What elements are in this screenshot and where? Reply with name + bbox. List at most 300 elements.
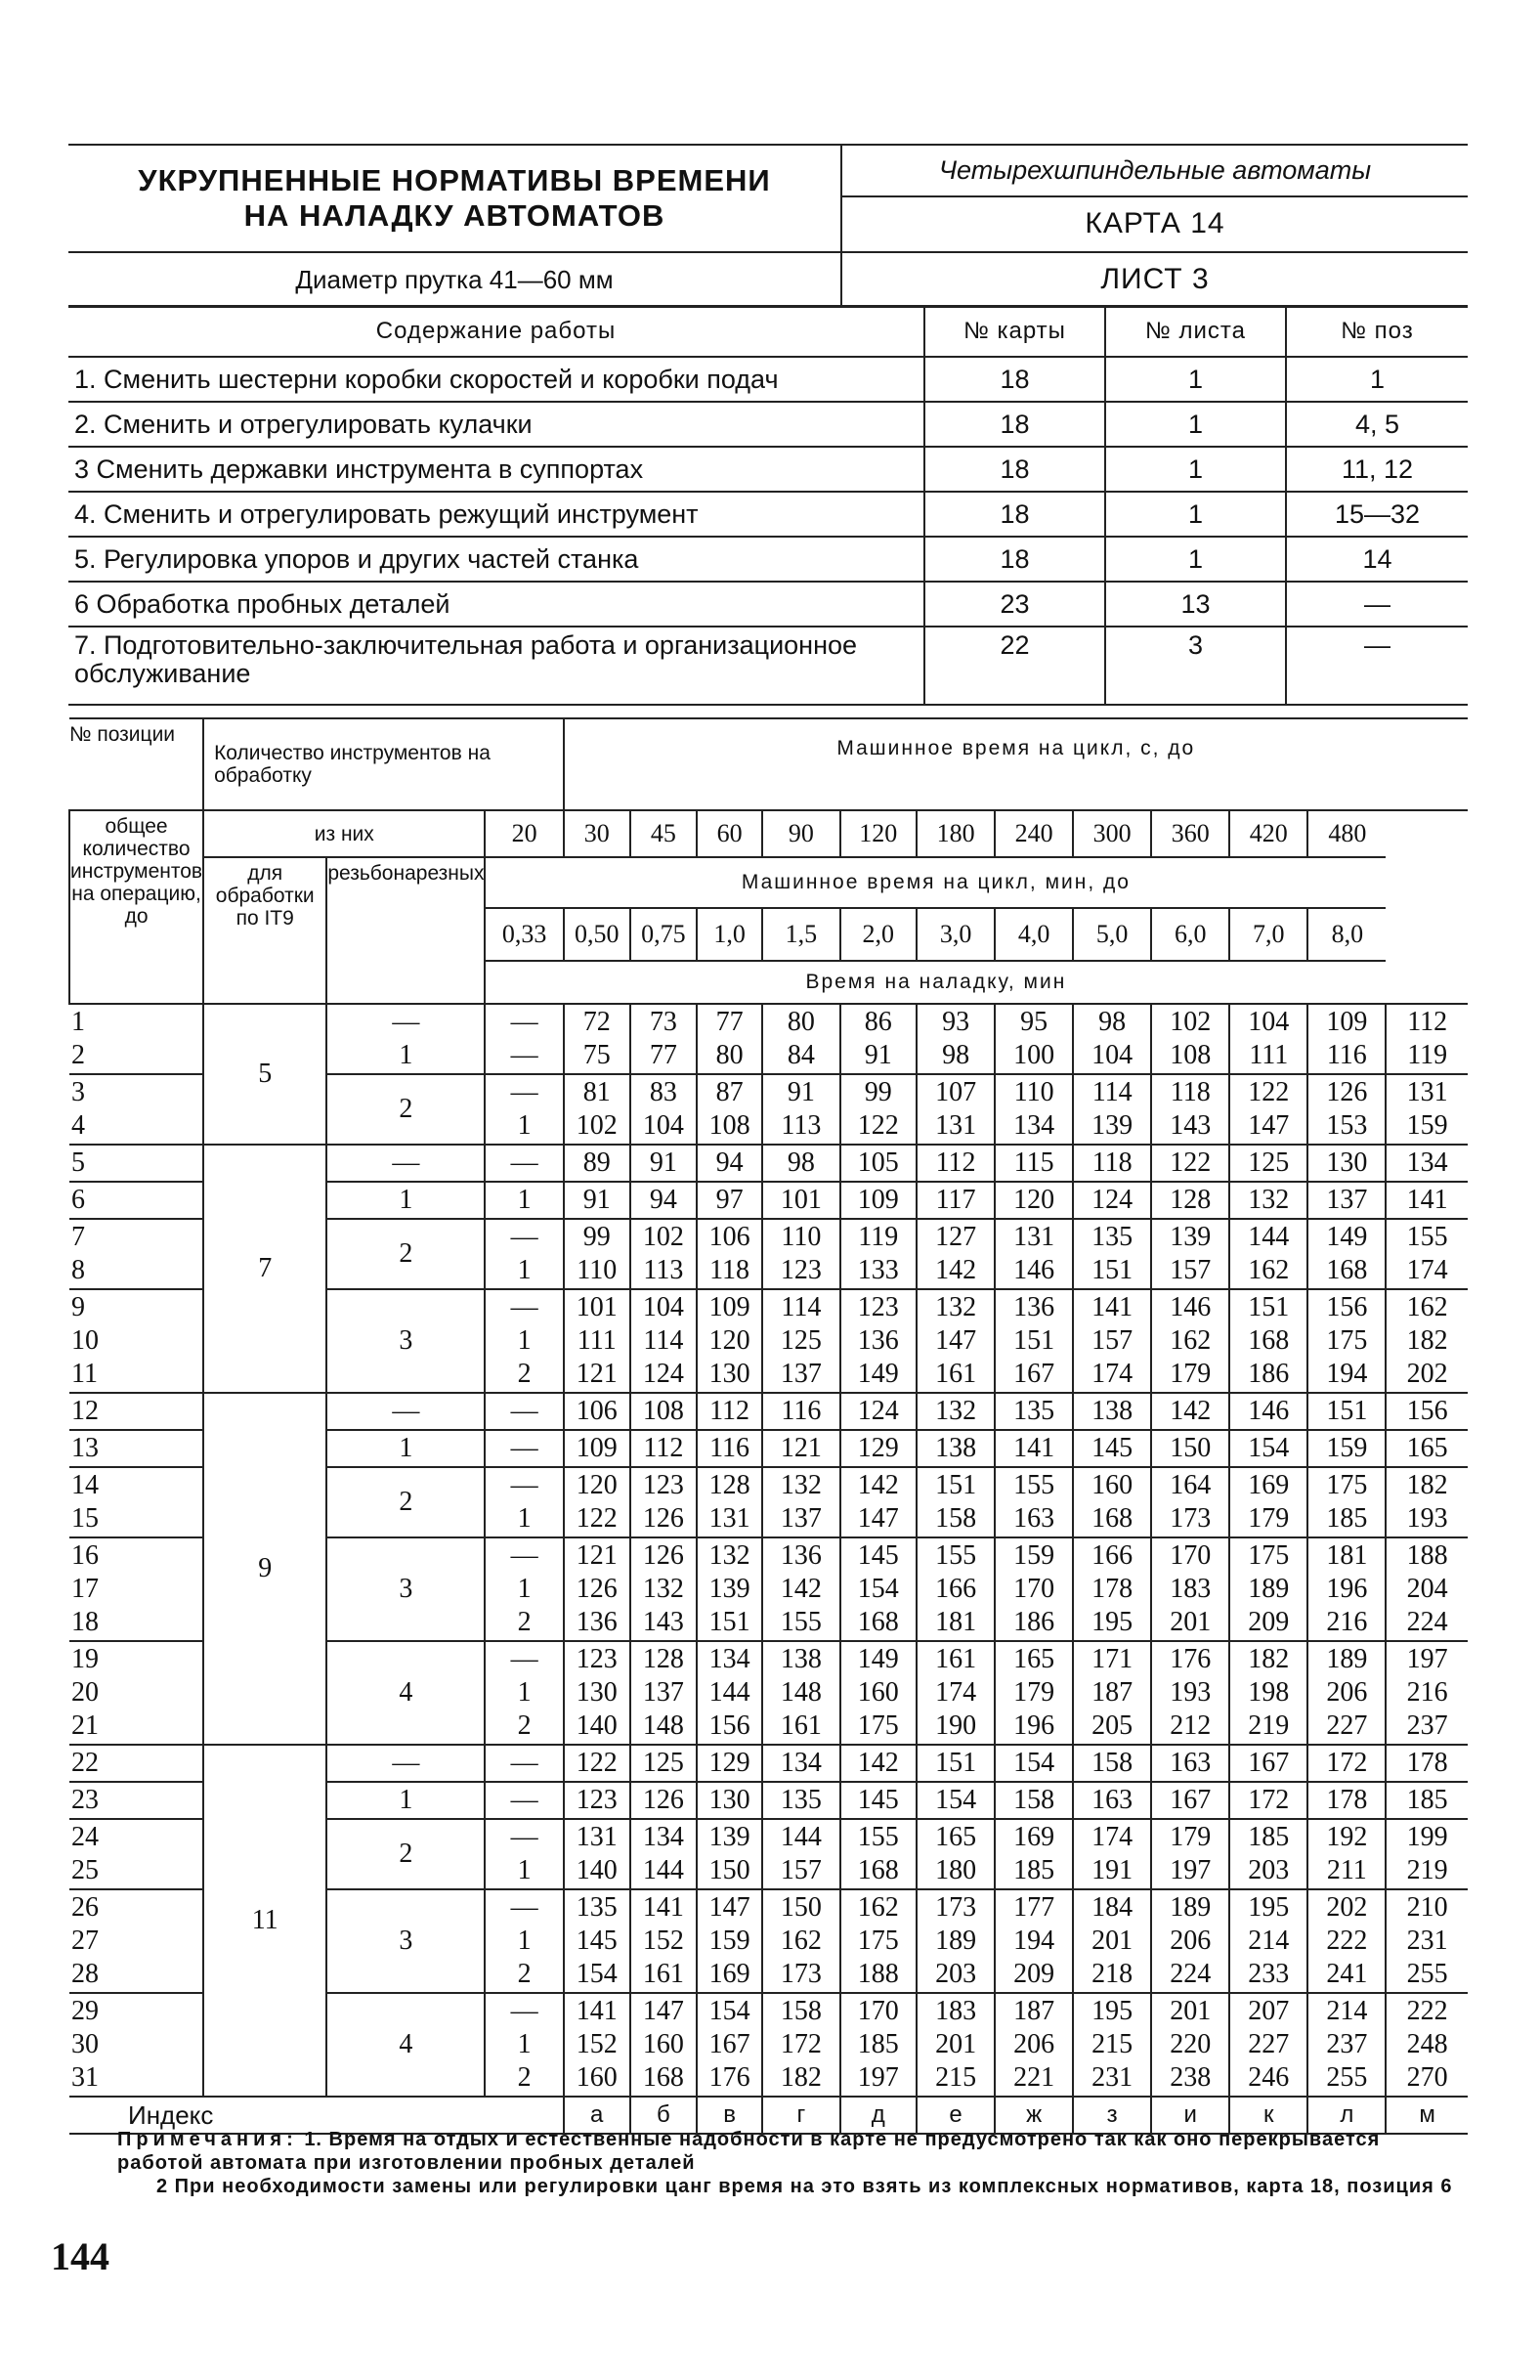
work-sheet: 1 (1105, 492, 1286, 537)
setup-time-value: 94 (630, 1182, 697, 1219)
setup-time-value: 142 (840, 1745, 918, 1782)
seconds-header: 120 (840, 810, 918, 857)
setup-time-value: 197 216 237 (1386, 1641, 1468, 1745)
work-card: 18 (924, 402, 1105, 447)
setup-time-value: 138 148 161 (762, 1641, 839, 1745)
setup-time-value: 158 172 182 (762, 1993, 839, 2097)
setup-time-value: 165 (1386, 1430, 1468, 1467)
setup-time-value: 142 (1151, 1393, 1229, 1430)
setup-time-value: 141 (1386, 1182, 1468, 1219)
minutes-header: 1,5 (762, 908, 839, 961)
setup-time-value: 207 227 246 (1229, 1993, 1307, 2097)
total-tools: 9 (203, 1393, 326, 1745)
table-row (68, 537, 1468, 582)
setup-time-value: 77 80 (697, 1004, 762, 1074)
table-row (69, 1393, 1468, 1430)
setup-time-value: 147 159 169 (697, 1889, 762, 1993)
setup-time-value: 104 111 (1229, 1004, 1307, 1074)
setup-time-value: 126 132 143 (630, 1537, 697, 1641)
setup-time-value: 134 (762, 1745, 839, 1782)
setup-time-value: 129 (840, 1430, 918, 1467)
threading-tools: — 1 (485, 1074, 563, 1145)
work-text: 5. Регулировка упоров и других частей станка (68, 537, 924, 582)
setup-time-value: 214 237 255 (1307, 1993, 1386, 2097)
setup-time-value: 162 175 188 (840, 1889, 918, 1993)
setup-time-value: 160 168 (1073, 1467, 1151, 1537)
setup-time-value: 112 (697, 1393, 762, 1430)
it9-tools: — (326, 1393, 485, 1430)
seconds-header: 300 (1073, 810, 1151, 857)
seconds-header: 420 (1229, 810, 1307, 857)
setup-time-value: 106 (564, 1393, 630, 1430)
index-letter: з (1073, 2097, 1151, 2134)
work-pos: 14 (1286, 537, 1468, 582)
setup-time-value: 158 (1073, 1745, 1151, 1782)
position-number: 26 27 28 (69, 1889, 203, 1993)
total-tools: 5 (203, 1004, 326, 1145)
table-row (68, 447, 1468, 492)
setup-time-value: 123 (564, 1782, 630, 1819)
seconds-header: 60 (697, 810, 762, 857)
setup-time-value: 145 (840, 1782, 918, 1819)
setup-time-value: 210 231 255 (1386, 1889, 1468, 1993)
work-pos: 11, 12 (1286, 447, 1468, 492)
notes-label: Примечания: (117, 2129, 298, 2150)
position-number: 12 (69, 1393, 203, 1430)
index-letter: а (564, 2097, 630, 2134)
setup-time-value: 163 (1151, 1745, 1229, 1782)
note-1: 1. Время на отдых и естественные надобности в карте не предусмотрено так как оно перекрывается работой автомата при изготовлении пробных деталей (117, 2129, 1381, 2174)
work-pos: 1 (1286, 357, 1468, 402)
col-position: № позиции (69, 718, 203, 810)
threading-tools: — (485, 1145, 563, 1182)
position-number: 22 (69, 1745, 203, 1782)
it9-tools: 2 (326, 1819, 485, 1889)
setup-time-value: 156 (1386, 1393, 1468, 1430)
index-letter: л (1307, 2097, 1386, 2134)
col-sheet-no: № листа (1105, 306, 1286, 357)
setup-time-value: 109 (840, 1182, 918, 1219)
threading-tools: — 1 2 (485, 1289, 563, 1393)
setup-time-value: 141 157 174 (1073, 1289, 1151, 1393)
setup-time-value: 201 220 238 (1151, 1993, 1229, 2097)
setup-time-value: 97 (697, 1182, 762, 1219)
setup-time-value: 93 98 (917, 1004, 995, 1074)
setup-time-value: 122 (1151, 1145, 1229, 1182)
setup-time-value: 165 179 196 (995, 1641, 1073, 1745)
work-text: 1. Сменить шестерни коробки скоростей и коробки подач (68, 357, 924, 402)
setup-time-value: 122 147 (1229, 1074, 1307, 1145)
position-number: 5 (69, 1145, 203, 1182)
setup-time-value: 105 (840, 1145, 918, 1182)
setup-time-value: 171 187 205 (1073, 1641, 1151, 1745)
threading-tools: — 1 (485, 1219, 563, 1289)
setup-time-value: 104 114 124 (630, 1289, 697, 1393)
minutes-header: 4,0 (995, 908, 1073, 961)
setup-time-value: 109 (564, 1430, 630, 1467)
setup-time-table (68, 717, 1468, 2135)
it9-tools: 2 (326, 1074, 485, 1145)
work-card: 18 (924, 492, 1105, 537)
setup-time-value: 169 179 (1229, 1467, 1307, 1537)
setup-time-value: 135 (762, 1782, 839, 1819)
setup-time-value: 115 (995, 1145, 1073, 1182)
threading-tools: — 1 2 (485, 1993, 563, 2097)
seconds-header: 240 (995, 810, 1073, 857)
seconds-header: 360 (1151, 810, 1229, 857)
setup-time-value: 154 167 176 (697, 1993, 762, 2097)
position-number: 1 2 (69, 1004, 203, 1074)
setup-time-value: 120 122 (564, 1467, 630, 1537)
position-number: 23 (69, 1782, 203, 1819)
table-row (68, 402, 1468, 447)
setup-time-value: 110 123 (762, 1219, 839, 1289)
machine-type: Четырехшпиндельные автоматы (841, 145, 1468, 196)
col-tool-count: Количество инструментов на обработку (203, 718, 564, 810)
setup-time-value: 149 168 (1307, 1219, 1386, 1289)
setup-time-value: 172 (1307, 1745, 1386, 1782)
position-number: 3 4 (69, 1074, 203, 1145)
setup-time-value: 141 152 161 (630, 1889, 697, 1993)
setup-time-value: 136 151 167 (995, 1289, 1073, 1393)
setup-time-value: 91 (564, 1182, 630, 1219)
setup-time-value: 106 118 (697, 1219, 762, 1289)
setup-time-value: 124 (840, 1393, 918, 1430)
title-line-2: НА НАЛАДКУ АВТОМАТОВ (243, 198, 665, 233)
threading-tools: — 1 2 (485, 1537, 563, 1641)
setup-time-value: 138 (1073, 1393, 1151, 1430)
minutes-header: 0,33 (485, 908, 563, 961)
setup-time-value: 154 (995, 1745, 1073, 1782)
setup-time-value: 112 (630, 1430, 697, 1467)
setup-time-value: 155 166 181 (917, 1537, 995, 1641)
setup-time-value: 123 126 (630, 1467, 697, 1537)
setup-time-value: 189 206 224 (1151, 1889, 1229, 1993)
setup-time-value: 163 (1073, 1782, 1151, 1819)
setup-time-value: 185 (1386, 1782, 1468, 1819)
table-row (69, 1745, 1468, 1782)
position-number: 13 (69, 1430, 203, 1467)
setup-time-value: 134 144 (630, 1819, 697, 1889)
setup-time-value: 159 (1307, 1430, 1386, 1467)
setup-time-value: 195 214 233 (1229, 1889, 1307, 1993)
setup-time-value: 151 168 186 (1229, 1289, 1307, 1393)
setup-time-value: 131 159 (1386, 1074, 1468, 1145)
setup-time-value: 112 119 (1386, 1004, 1468, 1074)
setup-time-value: 154 (917, 1782, 995, 1819)
setup-time-value: 138 (917, 1430, 995, 1467)
minutes-header: 6,0 (1151, 908, 1229, 961)
setup-time-value: 137 (1307, 1182, 1386, 1219)
total-tools: 7 (203, 1145, 326, 1393)
setup-time-value: 182 198 219 (1229, 1641, 1307, 1745)
it9-tools: 1 (326, 1430, 485, 1467)
setup-time-value: 80 84 (762, 1004, 839, 1074)
setup-time-value: 142 147 (840, 1467, 918, 1537)
setup-time-value: 95 100 (995, 1004, 1073, 1074)
index-letter: и (1151, 2097, 1229, 2134)
minutes-header: 0,75 (630, 908, 697, 961)
threading-tools: 1 (485, 1182, 563, 1219)
work-card: 18 (924, 447, 1105, 492)
it9-tools: 2 (326, 1219, 485, 1289)
setup-time-value: 155 163 (995, 1467, 1073, 1537)
it9-tools: 2 (326, 1467, 485, 1537)
position-number: 16 17 18 (69, 1537, 203, 1641)
setup-time-value: 159 170 186 (995, 1537, 1073, 1641)
it9-tools: — (326, 1145, 485, 1182)
it9-tools: 3 (326, 1889, 485, 1993)
setup-time-value: 121 126 136 (564, 1537, 630, 1641)
note-2: 2 При необходимости замены или регулировки цанг время на это взять из комплексных нормативов, карта 18, позиция 6 (156, 2176, 1453, 2197)
setup-time-value: 91 (630, 1145, 697, 1182)
setup-time-value: 101 111 121 (564, 1289, 630, 1393)
work-text: 6 Обработка пробных деталей (68, 582, 924, 627)
setup-time-value: 187 206 221 (995, 1993, 1073, 2097)
setup-time-value: 151 158 (917, 1467, 995, 1537)
seconds-header: 30 (564, 810, 630, 857)
work-sheet: 1 (1105, 357, 1286, 402)
setup-time-value: 175 189 209 (1229, 1537, 1307, 1641)
setup-time-value: 222 248 270 (1386, 1993, 1468, 2097)
threading-tools: — (485, 1430, 563, 1467)
it9-tools: 1 (326, 1782, 485, 1819)
setup-time-value: 158 (995, 1782, 1073, 1819)
setup-time-value: 109 116 (1307, 1004, 1386, 1074)
setup-time-value: 126 (630, 1782, 697, 1819)
setup-time-value: 162 182 202 (1386, 1289, 1468, 1393)
machine-time-seconds-label: Машинное время на цикл, с, до (564, 718, 1468, 810)
index-letter: б (630, 2097, 697, 2134)
setup-time-value: 134 (1386, 1145, 1468, 1182)
threading-tools: — 1 (485, 1819, 563, 1889)
minutes-header: 8,0 (1307, 908, 1386, 961)
position-number: 6 (69, 1182, 203, 1219)
setup-time-value: 150 (1151, 1430, 1229, 1467)
setup-time-value: 151 (917, 1745, 995, 1782)
index-letter: д (840, 2097, 918, 2134)
setup-time-value: 116 (697, 1430, 762, 1467)
work-pos: 15—32 (1286, 492, 1468, 537)
setup-time-value: 127 142 (917, 1219, 995, 1289)
work-card: 18 (924, 357, 1105, 402)
setup-time-value: 120 (995, 1182, 1073, 1219)
setup-time-value: 139 157 (1151, 1219, 1229, 1289)
setup-time-value: 98 (762, 1145, 839, 1182)
setup-time-value: 89 (564, 1145, 630, 1182)
col-threading: резьбонарезных (326, 857, 485, 1004)
title-line-1: УКРУПНЕННЫЕ НОРМАТИВЫ ВРЕМЕНИ (138, 163, 771, 197)
col-pos-no: № поз (1286, 306, 1468, 357)
it9-tools: 3 (326, 1289, 485, 1393)
threading-tools: — 1 (485, 1467, 563, 1537)
setup-time-value: 135 151 (1073, 1219, 1151, 1289)
setup-time-value: 108 (630, 1393, 697, 1430)
setup-time-value: 129 (697, 1745, 762, 1782)
setup-time-value: 101 (762, 1182, 839, 1219)
work-sheet: 1 (1105, 537, 1286, 582)
work-card: 22 (924, 627, 1105, 705)
seconds-header: 20 (485, 810, 563, 857)
position-number: 7 8 (69, 1219, 203, 1289)
col-of-them: из них (203, 810, 485, 857)
setup-time-value: 132 (917, 1393, 995, 1430)
col-card-no: № карты (924, 306, 1105, 357)
it9-tools: — 1 (326, 1004, 485, 1074)
setup-time-value: 81 102 (564, 1074, 630, 1145)
setup-time-value: 114 139 (1073, 1074, 1151, 1145)
setup-time-value: 118 143 (1151, 1074, 1229, 1145)
minutes-header: 3,0 (917, 908, 995, 961)
minutes-header: 7,0 (1229, 908, 1307, 961)
setup-time-value: 170 185 197 (840, 1993, 918, 2097)
work-sheet: 1 (1105, 402, 1286, 447)
it9-tools: 4 (326, 1993, 485, 2097)
setup-time-value: 125 (1229, 1145, 1307, 1182)
setup-time-value: 112 (917, 1145, 995, 1182)
index-letter: м (1386, 2097, 1468, 2134)
index-letter: в (697, 2097, 762, 2134)
seconds-header: 90 (762, 810, 839, 857)
setup-time-value: 131 140 (564, 1819, 630, 1889)
setup-time-value: 126 153 (1307, 1074, 1386, 1145)
setup-time-value: 121 (762, 1430, 839, 1467)
setup-time-value: 72 75 (564, 1004, 630, 1074)
total-tools: 11 (203, 1745, 326, 2097)
setup-time-value: 123 130 140 (564, 1641, 630, 1745)
work-pos: — (1286, 627, 1468, 705)
setup-time-value: 94 (697, 1145, 762, 1182)
minutes-header: 2,0 (840, 908, 918, 961)
position-number: 24 25 (69, 1819, 203, 1889)
setup-time-value: 98 104 (1073, 1004, 1151, 1074)
col-total-tools: общее количество инструментов на операцию, до (69, 810, 203, 1004)
seconds-header: 480 (1307, 810, 1386, 857)
work-text: 3 Сменить державки инструмента в суппортах (68, 447, 924, 492)
setup-time-value: 130 (1307, 1145, 1386, 1182)
setup-time-value: 175 185 (1307, 1467, 1386, 1537)
setup-time-value: 128 (1151, 1182, 1229, 1219)
setup-time-value: 178 (1386, 1745, 1468, 1782)
setup-time-value: 131 146 (995, 1219, 1073, 1289)
setup-time-value: 145 (1073, 1430, 1151, 1467)
index-letter: к (1229, 2097, 1307, 2134)
table-row (68, 582, 1468, 627)
position-number: 19 20 21 (69, 1641, 203, 1745)
setup-time-value: 192 211 (1307, 1819, 1386, 1889)
setup-time-value: 151 (1307, 1393, 1386, 1430)
seconds-header: 45 (630, 810, 697, 857)
setup-time-value: 132 (1229, 1182, 1307, 1219)
setup-time-value: 178 (1307, 1782, 1386, 1819)
work-sheet: 3 (1105, 627, 1286, 705)
setup-time-value: 139 150 (697, 1819, 762, 1889)
setup-time-value: 185 203 (1229, 1819, 1307, 1889)
it9-tools: 3 (326, 1537, 485, 1641)
setup-time-value: 154 (1229, 1430, 1307, 1467)
setup-time-value: 135 145 154 (564, 1889, 630, 1993)
index-label: Индекс (69, 2097, 564, 2134)
setup-time-value: 177 194 209 (995, 1889, 1073, 1993)
setup-time-label: Время на наладку, мин (485, 961, 1386, 1004)
setup-time-value: 188 204 224 (1386, 1537, 1468, 1641)
setup-time-value: 146 (1229, 1393, 1307, 1430)
seconds-header: 180 (917, 810, 995, 857)
setup-time-value: 179 197 (1151, 1819, 1229, 1889)
machine-time-minutes-label: Машинное время на цикл, мин, до (485, 857, 1386, 908)
setup-time-value: 145 154 168 (840, 1537, 918, 1641)
table-row (68, 627, 1468, 705)
setup-time-value: 172 (1229, 1782, 1307, 1819)
minutes-header: 0,50 (564, 908, 630, 961)
col-it9: для обработки по IT9 (203, 857, 326, 1004)
work-sheet: 1 (1105, 447, 1286, 492)
threading-tools: — 1 2 (485, 1889, 563, 1993)
setup-time-value: 174 191 (1073, 1819, 1151, 1889)
setup-time-value: 167 (1151, 1782, 1229, 1819)
work-card: 18 (924, 537, 1105, 582)
setup-time-value: 102 113 (630, 1219, 697, 1289)
setup-time-value: 144 157 (762, 1819, 839, 1889)
threading-tools: — 1 2 (485, 1641, 563, 1745)
work-text: 4. Сменить и отрегулировать режущий инструмент (68, 492, 924, 537)
setup-time-value: 147 160 168 (630, 1993, 697, 2097)
setup-time-value: 195 215 231 (1073, 1993, 1151, 2097)
threading-tools: — (485, 1745, 563, 1782)
position-number: 29 30 31 (69, 1993, 203, 2097)
setup-time-value: 170 183 201 (1151, 1537, 1229, 1641)
setup-time-value: 146 162 179 (1151, 1289, 1229, 1393)
setup-time-value: 116 (762, 1393, 839, 1430)
setup-time-value: 155 168 (840, 1819, 918, 1889)
setup-time-value: 128 131 (697, 1467, 762, 1537)
threading-tools: — (485, 1782, 563, 1819)
setup-time-value: 124 (1073, 1182, 1151, 1219)
table-row (68, 357, 1468, 402)
setup-time-value: 132 137 (762, 1467, 839, 1537)
work-text: 7. Подготовительно-заключительная работа и организационное обслуживание (68, 627, 924, 705)
setup-time-value: 144 162 (1229, 1219, 1307, 1289)
index-letter: ж (995, 2097, 1073, 2134)
setup-time-value: 173 189 203 (917, 1889, 995, 1993)
work-text: 2. Сменить и отрегулировать кулачки (68, 402, 924, 447)
setup-time-value: 87 108 (697, 1074, 762, 1145)
setup-time-value: 150 162 173 (762, 1889, 839, 1993)
setup-time-value: 155 174 (1386, 1219, 1468, 1289)
minutes-header: 1,0 (697, 908, 762, 961)
col-work-content: Содержание работы (68, 306, 924, 357)
setup-time-value: 109 120 130 (697, 1289, 762, 1393)
setup-time-value: 184 201 218 (1073, 1889, 1151, 1993)
setup-time-value: 114 125 137 (762, 1289, 839, 1393)
work-sheet: 13 (1105, 582, 1286, 627)
setup-time-value: 167 (1229, 1745, 1307, 1782)
setup-time-value: 135 (995, 1393, 1073, 1430)
notes (117, 2128, 1466, 2198)
setup-time-value: 166 178 195 (1073, 1537, 1151, 1641)
setup-time-value: 73 77 (630, 1004, 697, 1074)
setup-time-value: 110 134 (995, 1074, 1073, 1145)
setup-time-value: 99 122 (840, 1074, 918, 1145)
setup-time-value: 136 142 155 (762, 1537, 839, 1641)
setup-time-value: 125 (630, 1745, 697, 1782)
setup-time-value: 169 185 (995, 1819, 1073, 1889)
setup-time-value: 119 133 (840, 1219, 918, 1289)
setup-time-value: 141 152 160 (564, 1993, 630, 2097)
threading-tools: — (485, 1393, 563, 1430)
table-row (69, 1004, 1468, 1074)
header-table (68, 144, 1468, 308)
